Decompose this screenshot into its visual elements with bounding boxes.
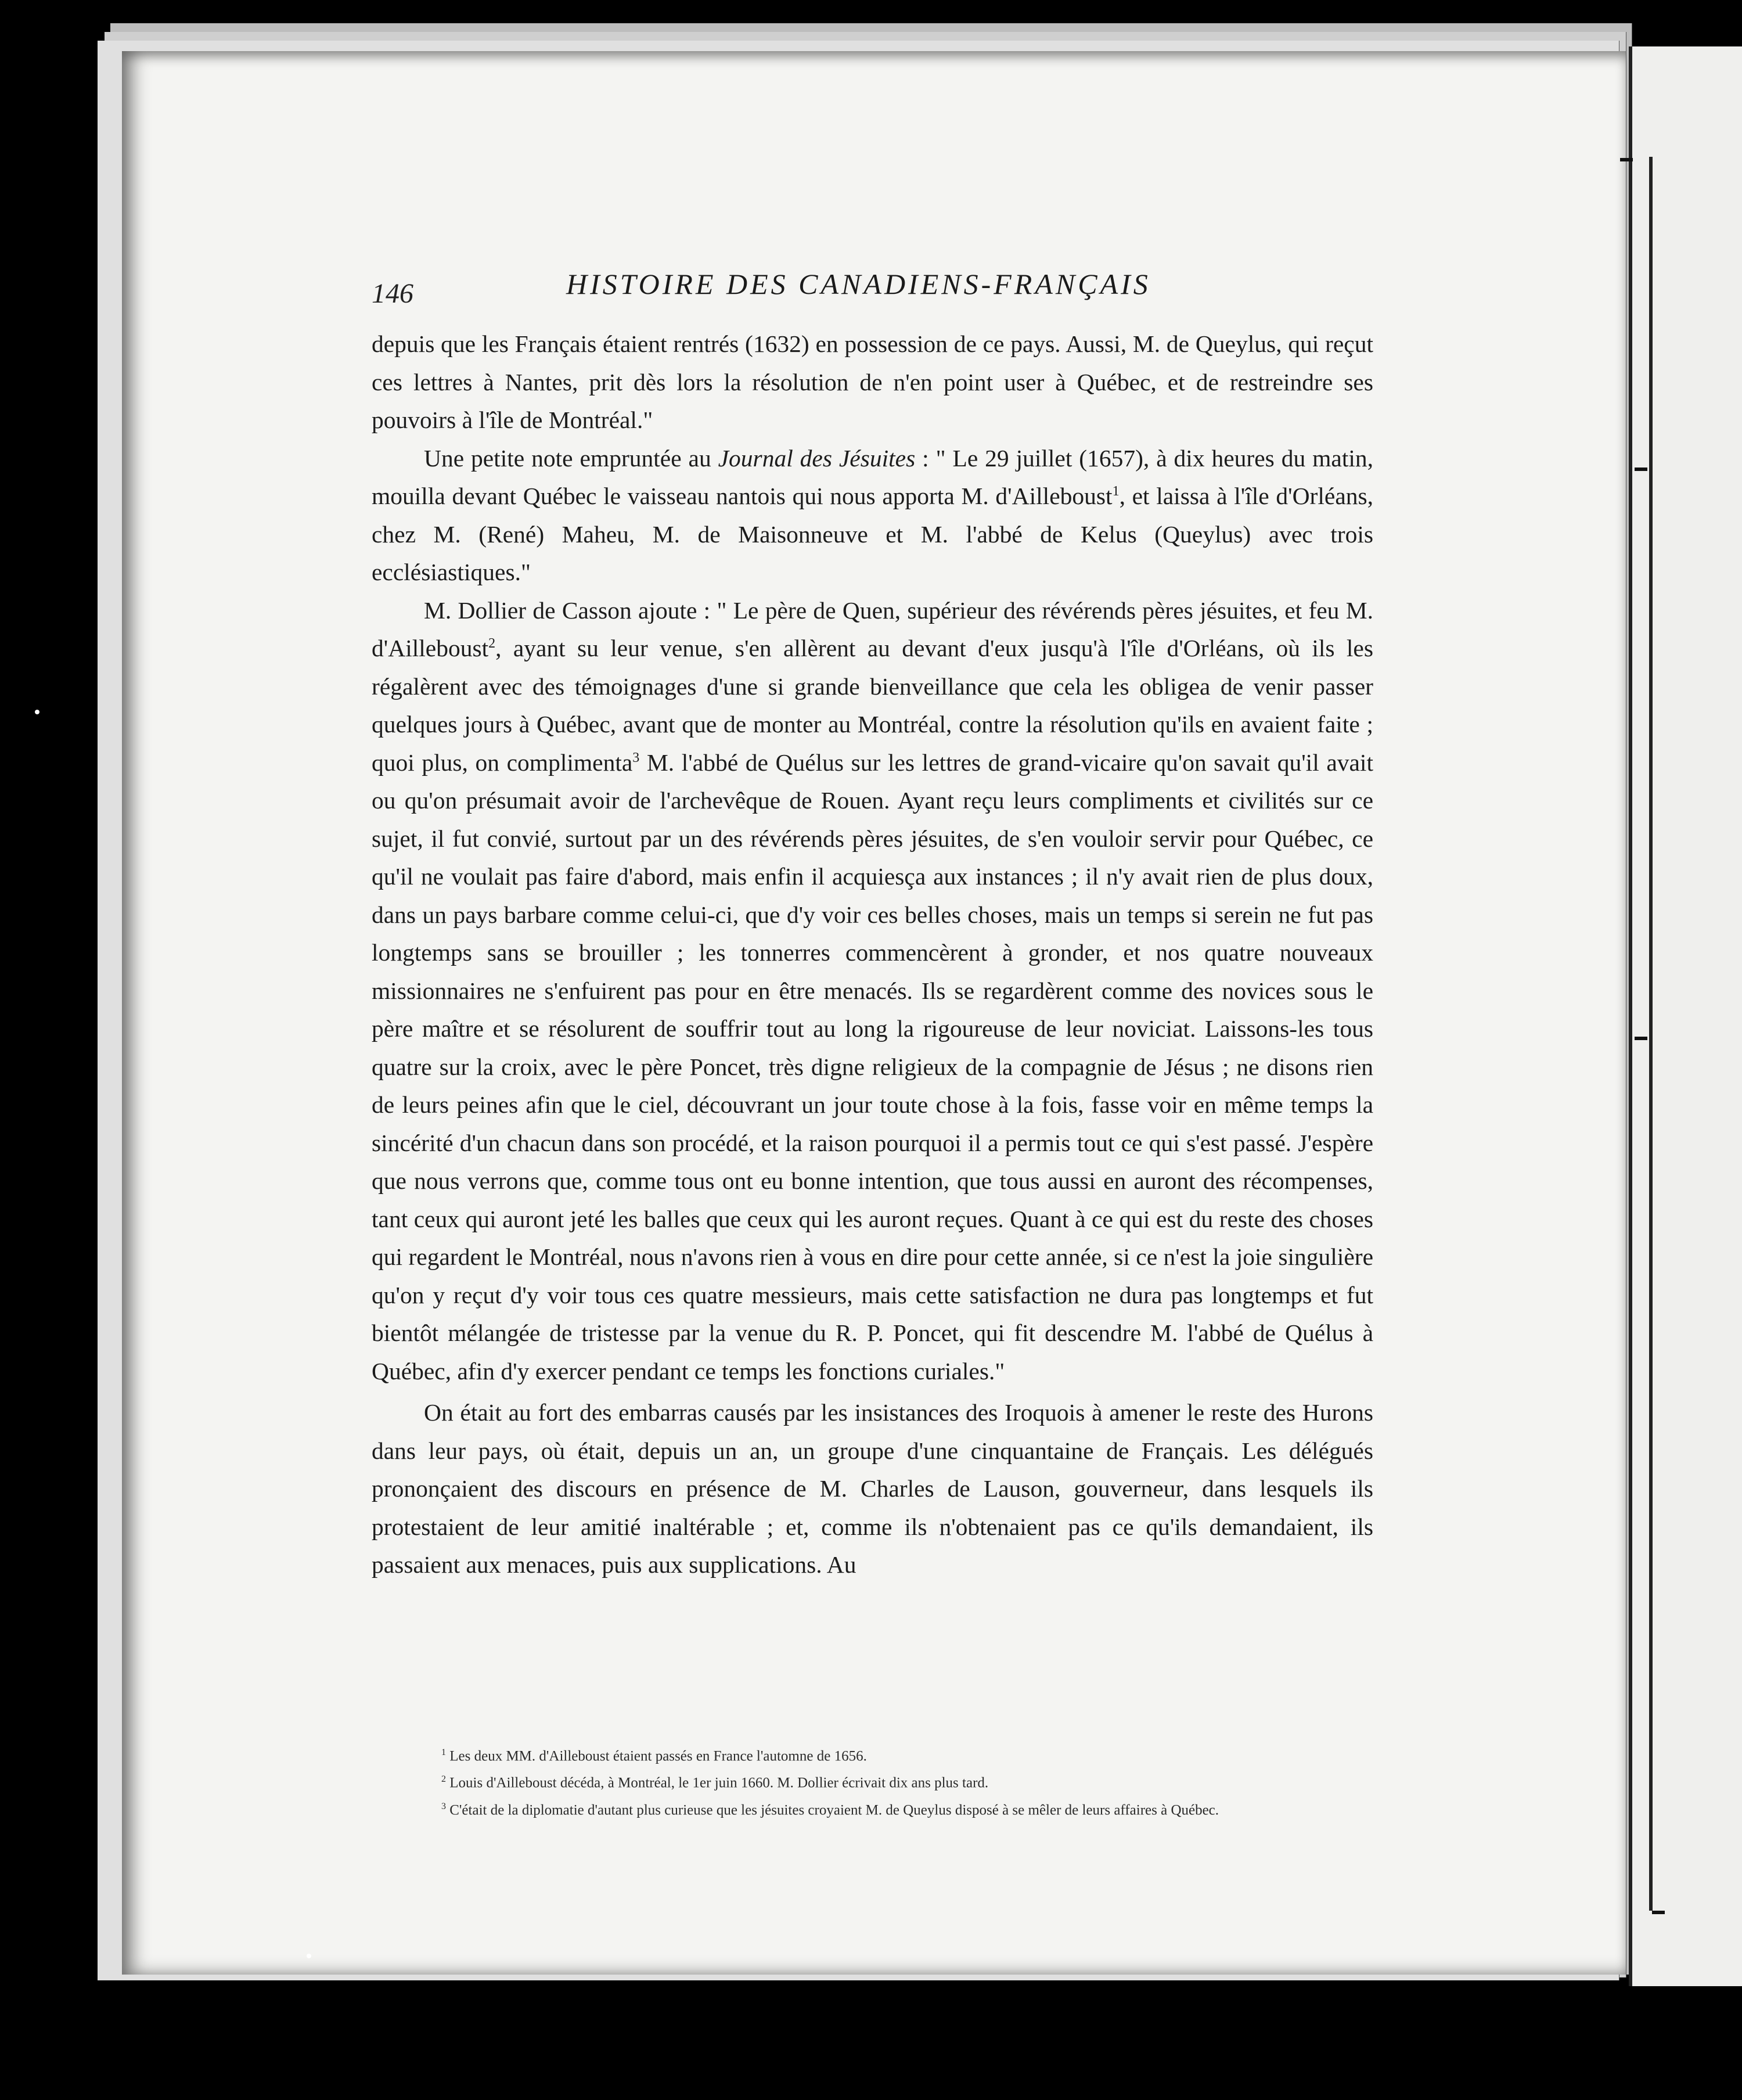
paragraph [372, 1394, 1373, 1584]
running-title: HISTOIRE DES CANADIENS-FRANÇAIS [566, 268, 1151, 300]
footnote [441, 1741, 1417, 1768]
footnote-number: 3 [441, 1801, 446, 1811]
binding-gutter [1649, 157, 1653, 1911]
gutter-mark [1635, 1037, 1647, 1040]
page-number: 146 [372, 278, 413, 309]
gutter-mark [1652, 1911, 1665, 1914]
footnote-number: 1 [441, 1747, 446, 1757]
paragraph-text: , ayant su leur venue, s'en allèrent au devant d'eux jusqu'à l'île d'Orléans, où ils les régalèrent avec des témoignages d'une si grande bienveillance que cela les obligea de venir passer quelques jours à Québec, avant que de monter au Montréal, contre la résolution qu'ils en avaient faite ; quoi plus, on complimenta [372, 635, 1373, 776]
journal-title: Journal des Jésuites [718, 444, 916, 472]
footnote-ref: 1 [1112, 484, 1120, 499]
dust-speck [35, 710, 39, 714]
dust-speck [307, 1954, 311, 1958]
footnote-ref: 2 [488, 636, 496, 652]
footnote [441, 1768, 1417, 1795]
paragraph [372, 440, 1373, 592]
paragraph [372, 592, 1373, 1391]
footnote-number: 2 [441, 1774, 446, 1785]
running-header [372, 267, 1527, 319]
paragraph-text: Une petite note empruntée au [424, 444, 718, 472]
body-text [372, 325, 1373, 1584]
adjacent-page-edge [1629, 46, 1742, 1986]
paragraph-text: On était au fort des embarras causés par les insistances des Iroquois à amener le reste des Hurons dans leur pays, où était, depuis un an, un groupe d'une cinquantaine de Français. Les délégués prononçaient des discours en présence de M. Charles de Lauson, gouverneur, dans lesquels ils protestaient de leur amitié inaltérable ; et, comme ils n'obtenaient pas ce qu'ils demandaient, ils passaient aux menaces, puis aux supplications. Au [372, 1399, 1373, 1578]
footnote-ref: 3 [632, 750, 640, 765]
footnote [441, 1795, 1417, 1822]
footnote-text: C'était de la diplomatie d'autant plus curieuse que les jésuites croyaient M. de Queylus disposé à se mêler de leurs affaires à Québec. [446, 1801, 1219, 1818]
footnote-text: Louis d'Ailleboust décéda, à Montréal, le 1er juin 1660. M. Dollier écrivait dix ans plus tard. [446, 1775, 989, 1791]
paragraph-text: M. l'abbé de Quélus sur les lettres de grand-vicaire qu'on savait qu'il avait ou qu'on présumait avoir de l'archevêque de Rouen. Ayant reçu leurs compliments et civilités sur ce sujet, il fut convié, surtout par un des révérends pères jésuites, de s'en vouloir servir pour Québec, ce qu'il ne voulait pas faire d'abord, mais enfin il acquiesça aux instances ; il n'y avait rien de plus doux, dans un pays barbare comme celui-ci, que d'y voir ces belles choses, mais un temps si serein ne fut pas longtemps sans se brouiller ; les tonnerres commencèrent à gronder, et nos quatre nouveaux missionnaires ne s'enfuirent pas pour en être menacés. Ils se regardèrent comme des novices sous le père maître et se résolurent de souffrir tout au long la rigoureuse de leur noviciat. Laissons-les tous quatre sur la croix, avec le père Poncet, très digne religieux de la compagnie de Jésus ; ne disons rien de leurs peines afin que le ciel, découvrant un jour toute chose à la fois, fasse voir en même temps la sincérité d'un chacun dans son procédé, et la raison pourquoi il a permis tout ce qui s'est passé. J'espère que nous verrons que, comme tous ont eu bonne intention, que tous aussi en auront des récompenses, tant ceux qui auront jeté les balles que ceux qui les auront reçues. Quant à ce qui est du reste des choses qui regardent le Montréal, nous n'avons rien à vous en dire pour cette année, si ce n'est la joie singulière qu'on y reçut d'y voir tous ces quatre messieurs, mais cette satisfaction ne dura pas longtemps et fut bientôt mélangée de tristesse par la venue du R. P. Poncet, qui fit descendre M. l'abbé de Quélus à Québec, afin d'y exercer pendant ce temps les fonctions curiales." [372, 749, 1373, 1385]
paragraph-text: M. Dollier de Casson ajoute : " Le père de Quen, supérieur des révérends pères jésuites, et feu M. d'Ailleboust [372, 596, 1373, 661]
gutter-mark [1635, 468, 1647, 471]
paragraph-text: , et laissa à l'île d'Orléans, chez M. (René) Maheu, M. de Maisonneuve et M. l'abbé de Kelus (Queylus) avec trois ecclésiastiques." [372, 483, 1374, 585]
paragraph-text: depuis que les Français étaient rentrés (1632) en possession de ce pays. Aussi, M. de Queylus, qui reçut ces lettres à Nantes, prit dès lors la résolution de n'en point user à Québec, et de restreindre ses pouvoirs à l'île de Montréal." [372, 330, 1373, 433]
paragraph-text: : " Le 29 juillet (1657), à dix heures du matin, mouilla devant Québec le vaisseau nantois qui nous apporta M. d'Ailleboust [372, 444, 1374, 509]
footnotes [441, 1741, 1417, 1822]
gutter-mark [1620, 158, 1633, 161]
footnote-text: Les deux MM. d'Ailleboust étaient passés en France l'automne de 1656. [446, 1748, 867, 1764]
paragraph [372, 325, 1373, 440]
